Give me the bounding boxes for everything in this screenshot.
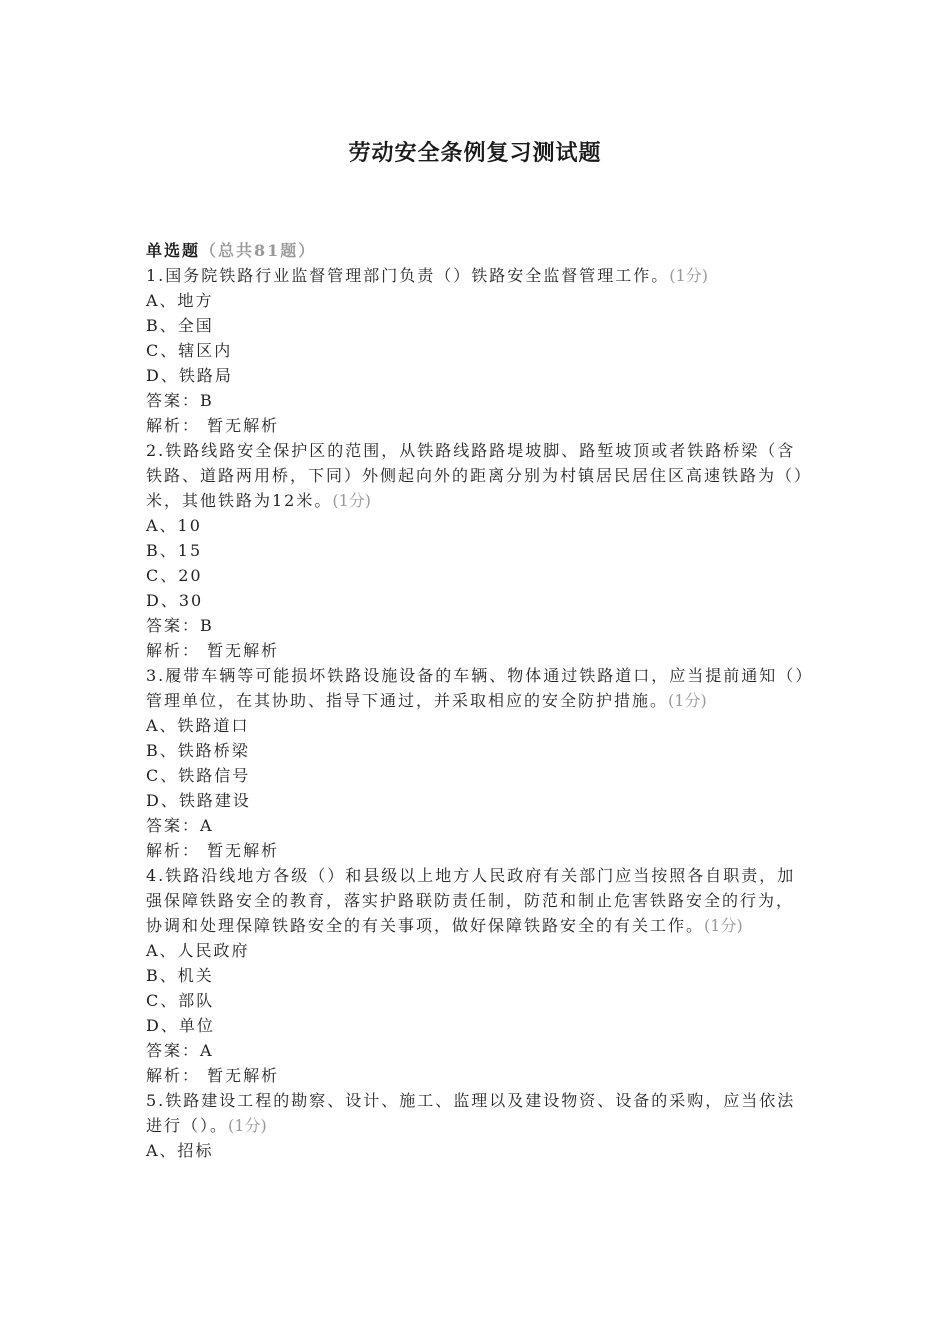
- option-b: B、15: [146, 541, 203, 560]
- question-stem: 4.铁路沿线地方各级（）和县级以上地方人民政府有关部门应当按照各自职责，加强保障铁路安全的教育，落实护路联防责任制，防范和制止危害铁路安全的行为，协调和处理保障铁路安全的有关事项，做好保障铁路安全的有关工作。: [146, 866, 796, 935]
- analysis-line: 解析： 暂无解析: [146, 416, 280, 435]
- answer-line: 答案：A: [146, 816, 214, 835]
- question-stem: 1.国务院铁路行业监督管理部门负责（）铁路安全监督管理工作。: [146, 266, 670, 285]
- question-4: [146, 863, 806, 1088]
- answer-line: 答案：B: [146, 391, 214, 410]
- question-3: [146, 663, 806, 863]
- analysis-line: 解析： 暂无解析: [146, 841, 280, 860]
- answer-line: 答案：B: [146, 616, 214, 635]
- option-a: A、铁路道口: [146, 716, 250, 735]
- option-b: B、机关: [146, 966, 214, 985]
- document-body: [146, 238, 806, 1163]
- analysis-line: 解析： 暂无解析: [146, 1066, 280, 1085]
- question-stem: 2.铁路线路安全保护区的范围，从铁路线路路堤坡脚、路堑坡顶或者铁路桥梁（含铁路、道路两用桥，下同）外侧起向外的距离分别为村镇居民居住区高速铁路为（）米，其他铁路为12米。: [146, 441, 805, 510]
- answer-line: 答案：A: [146, 1041, 214, 1060]
- option-a: A、人民政府: [146, 941, 250, 960]
- option-b: B、全国: [146, 316, 214, 335]
- question-stem: 5.铁路建设工程的勘察、设计、施工、监理以及建设物资、设备的采购，应当依法进行（）。: [146, 1091, 796, 1135]
- section-title: 单选题: [146, 241, 201, 260]
- question-stem: 3.履带车辆等可能损坏铁路设施设备的车辆、物体通过铁路道口，应当提前通知（）管理单位，在其协助、指导下通过，并采取相应的安全防护措施。: [146, 666, 806, 710]
- question-1: [146, 263, 806, 438]
- question-2: [146, 438, 806, 663]
- option-c: C、部队: [146, 991, 215, 1010]
- option-a: A、地方: [146, 291, 214, 310]
- section-question-count: （总共81题）: [200, 241, 317, 260]
- option-d: D、铁路局: [146, 366, 233, 385]
- option-a: A、招标: [146, 1141, 214, 1160]
- analysis-line: 解析： 暂无解析: [146, 641, 280, 660]
- section-heading: [146, 238, 806, 263]
- option-d: D、铁路建设: [146, 791, 251, 810]
- option-c: C、20: [146, 566, 203, 585]
- question-score: (1分): [704, 916, 743, 935]
- question-score: (1分): [669, 266, 708, 285]
- option-c: C、铁路信号: [146, 766, 251, 785]
- question-score: (1分): [228, 1116, 267, 1135]
- document-title: 劳动安全条例复习测试题: [348, 140, 602, 166]
- question-score: (1分): [668, 691, 707, 710]
- option-b: B、铁路桥梁: [146, 741, 250, 760]
- question-score: (1分): [332, 491, 372, 510]
- option-c: C、辖区内: [146, 341, 233, 360]
- question-5: [146, 1088, 806, 1163]
- option-d: D、单位: [146, 1016, 215, 1035]
- option-d: D、30: [146, 591, 204, 610]
- option-a: A、10: [146, 516, 202, 535]
